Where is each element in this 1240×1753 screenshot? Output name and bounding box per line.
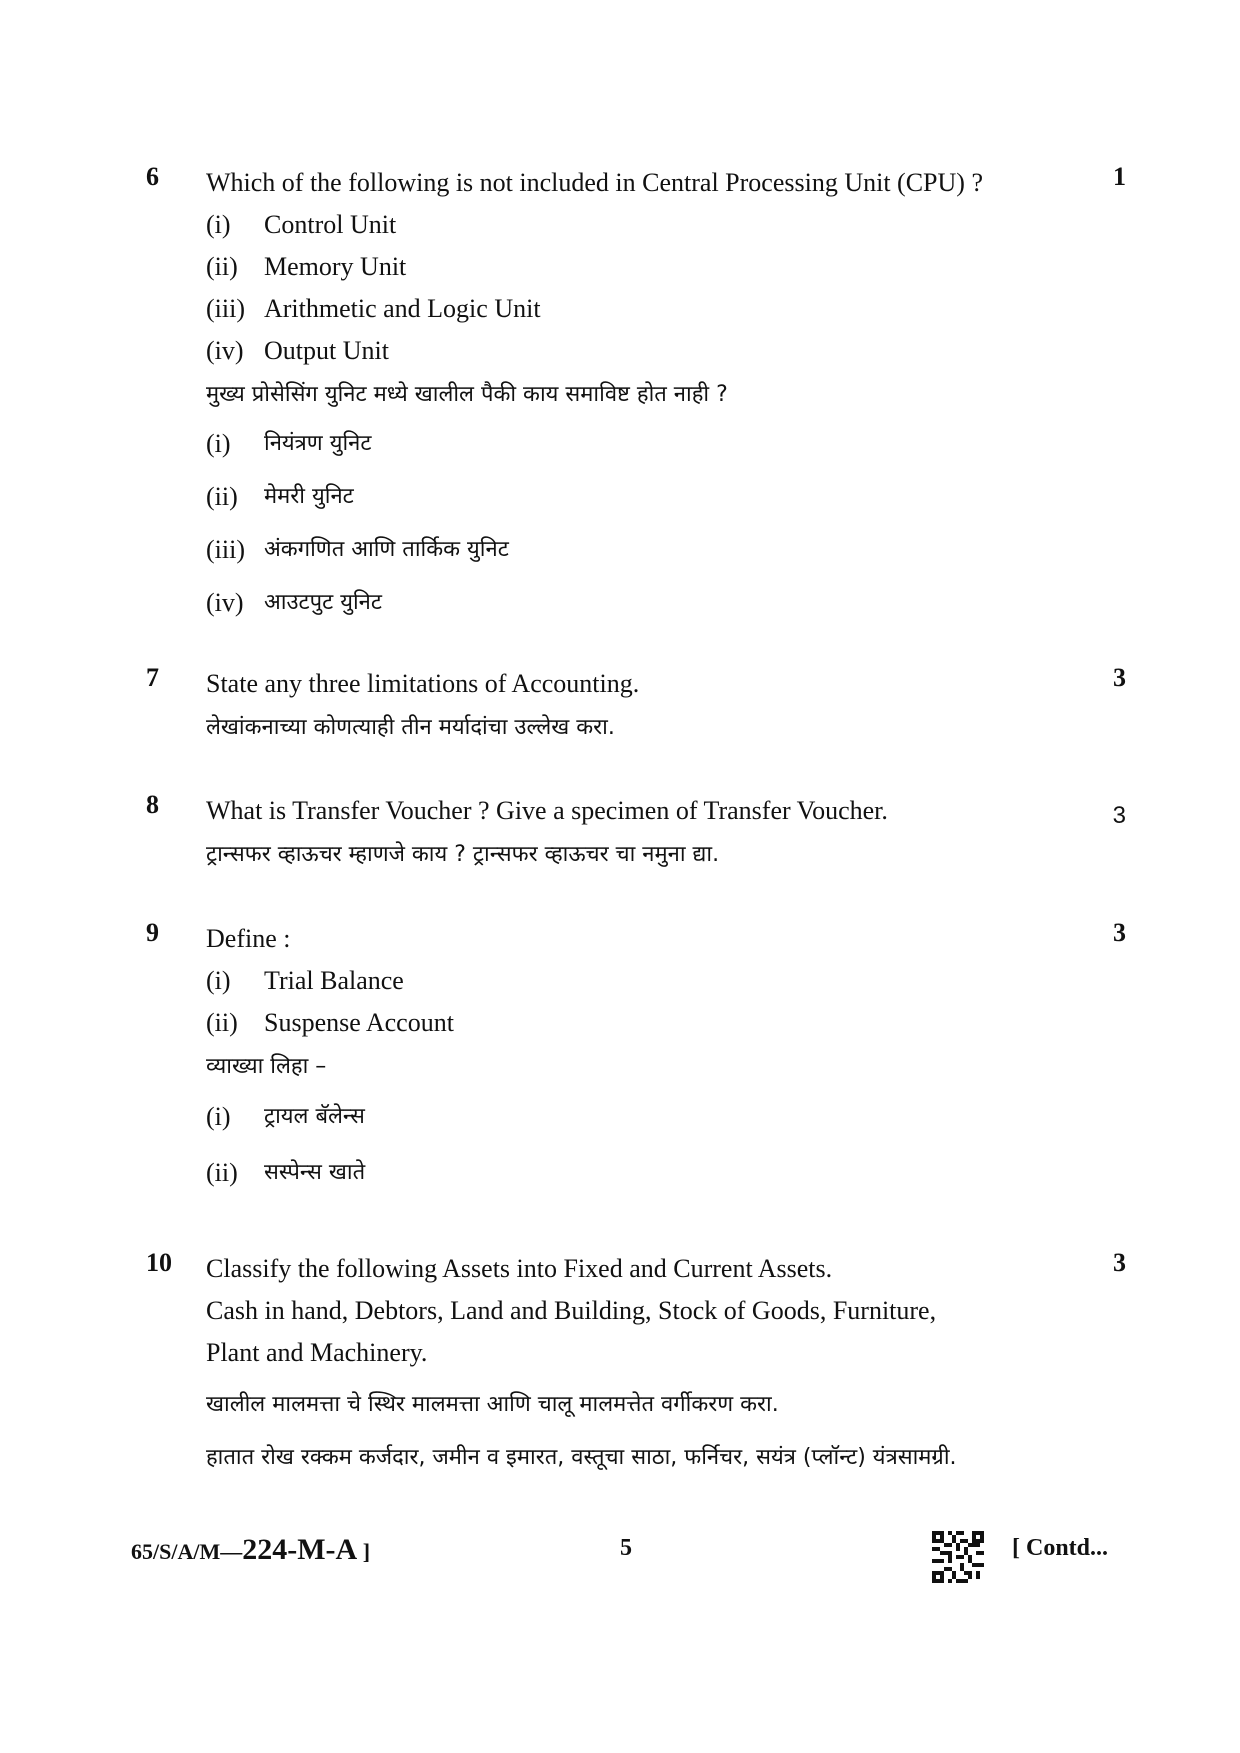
option-mr: (i) ट्रायल बॅलेन्स <box>206 1102 365 1131</box>
question-text-mr: खालील मालमत्ता चे स्थिर मालमत्ता आणि चालू मालमत्तेत वर्गीकरण करा. <box>206 1392 779 1417</box>
option-mr: (i) नियंत्रण युनिट <box>206 429 372 458</box>
question-text-en-3: Plant and Machinery. <box>206 1338 428 1367</box>
question-text-en-2: Cash in hand, Debtors, Land and Building, Stock of Goods, Furniture, <box>206 1296 937 1325</box>
question-body <box>206 663 1066 750</box>
question-text-mr-2: हातात रोख रक्कम कर्जदार, जमीन व इमारत, वस्तूचा साठा, फर्निचर, सयंत्र (प्लॉन्ट) यंत्रसामग्री. <box>206 1445 957 1470</box>
question-marks: 1 <box>1113 162 1126 191</box>
question-body <box>206 790 1066 877</box>
question-text-mr: व्याख्या लिहा – <box>206 1054 327 1079</box>
question-text-en: Define : <box>206 924 291 953</box>
option-mr: (iii) अंकगणित आणि तार्किक युनिट <box>206 535 509 564</box>
question-body <box>206 918 1066 1201</box>
question-text-mr: मुख्य प्रोसेसिंग युनिट मध्ये खालील पैकी काय समाविष्ट होत नाही ? <box>206 382 728 407</box>
question-number: 8 <box>146 790 159 819</box>
page-number: 5 <box>620 1535 632 1561</box>
question-text-en: State any three limitations of Accounting. <box>206 669 640 698</box>
option-en: (iv) Output Unit <box>206 336 389 365</box>
paper-code: 65/S/A/M—224-M-A ] <box>131 1533 371 1566</box>
option-mr: (ii) सस्पेन्स खाते <box>206 1158 366 1187</box>
question-marks: 3 <box>1113 918 1126 947</box>
question-marks: 3 <box>1112 802 1126 829</box>
qr-code-icon <box>932 1531 984 1583</box>
question-body <box>206 162 1066 629</box>
page-footer <box>0 1531 1240 1571</box>
option-mr: (ii) मेमरी युनिट <box>206 482 354 511</box>
question-text-en: Which of the following is not included in Central Processing Unit (CPU) ? <box>206 168 983 197</box>
question-text-mr: लेखांकनाच्या कोणत्याही तीन मर्यादांचा उल्लेख करा. <box>206 715 615 740</box>
option-en: (i) Trial Balance <box>206 966 404 995</box>
question-text-en: What is Transfer Voucher ? Give a specimen of Transfer Voucher. <box>206 796 888 825</box>
question-text-mr: ट्रान्सफर व्हाऊचर म्हाणजे काय ? ट्रान्सफर व्हाऊचर चा नमुना द्या. <box>206 842 720 867</box>
option-en: (iii) Arithmetic and Logic Unit <box>206 294 541 323</box>
question-number: 6 <box>146 162 159 191</box>
question-number: 9 <box>146 918 159 947</box>
question-text-en: Classify the following Assets into Fixed and Current Assets. <box>206 1254 833 1283</box>
option-en: (ii) Memory Unit <box>206 252 407 281</box>
question-marks: 3 <box>1113 663 1126 692</box>
continued-label: [ Contd... <box>1012 1535 1109 1561</box>
question-body <box>206 1248 1066 1480</box>
option-en: (ii) Suspense Account <box>206 1008 454 1037</box>
question-marks: 3 <box>1113 1248 1126 1277</box>
question-number: 7 <box>146 663 159 692</box>
option-mr: (iv) आउटपुट युनिट <box>206 588 382 617</box>
question-number: 10 <box>146 1248 172 1277</box>
option-en: (i) Control Unit <box>206 210 397 239</box>
